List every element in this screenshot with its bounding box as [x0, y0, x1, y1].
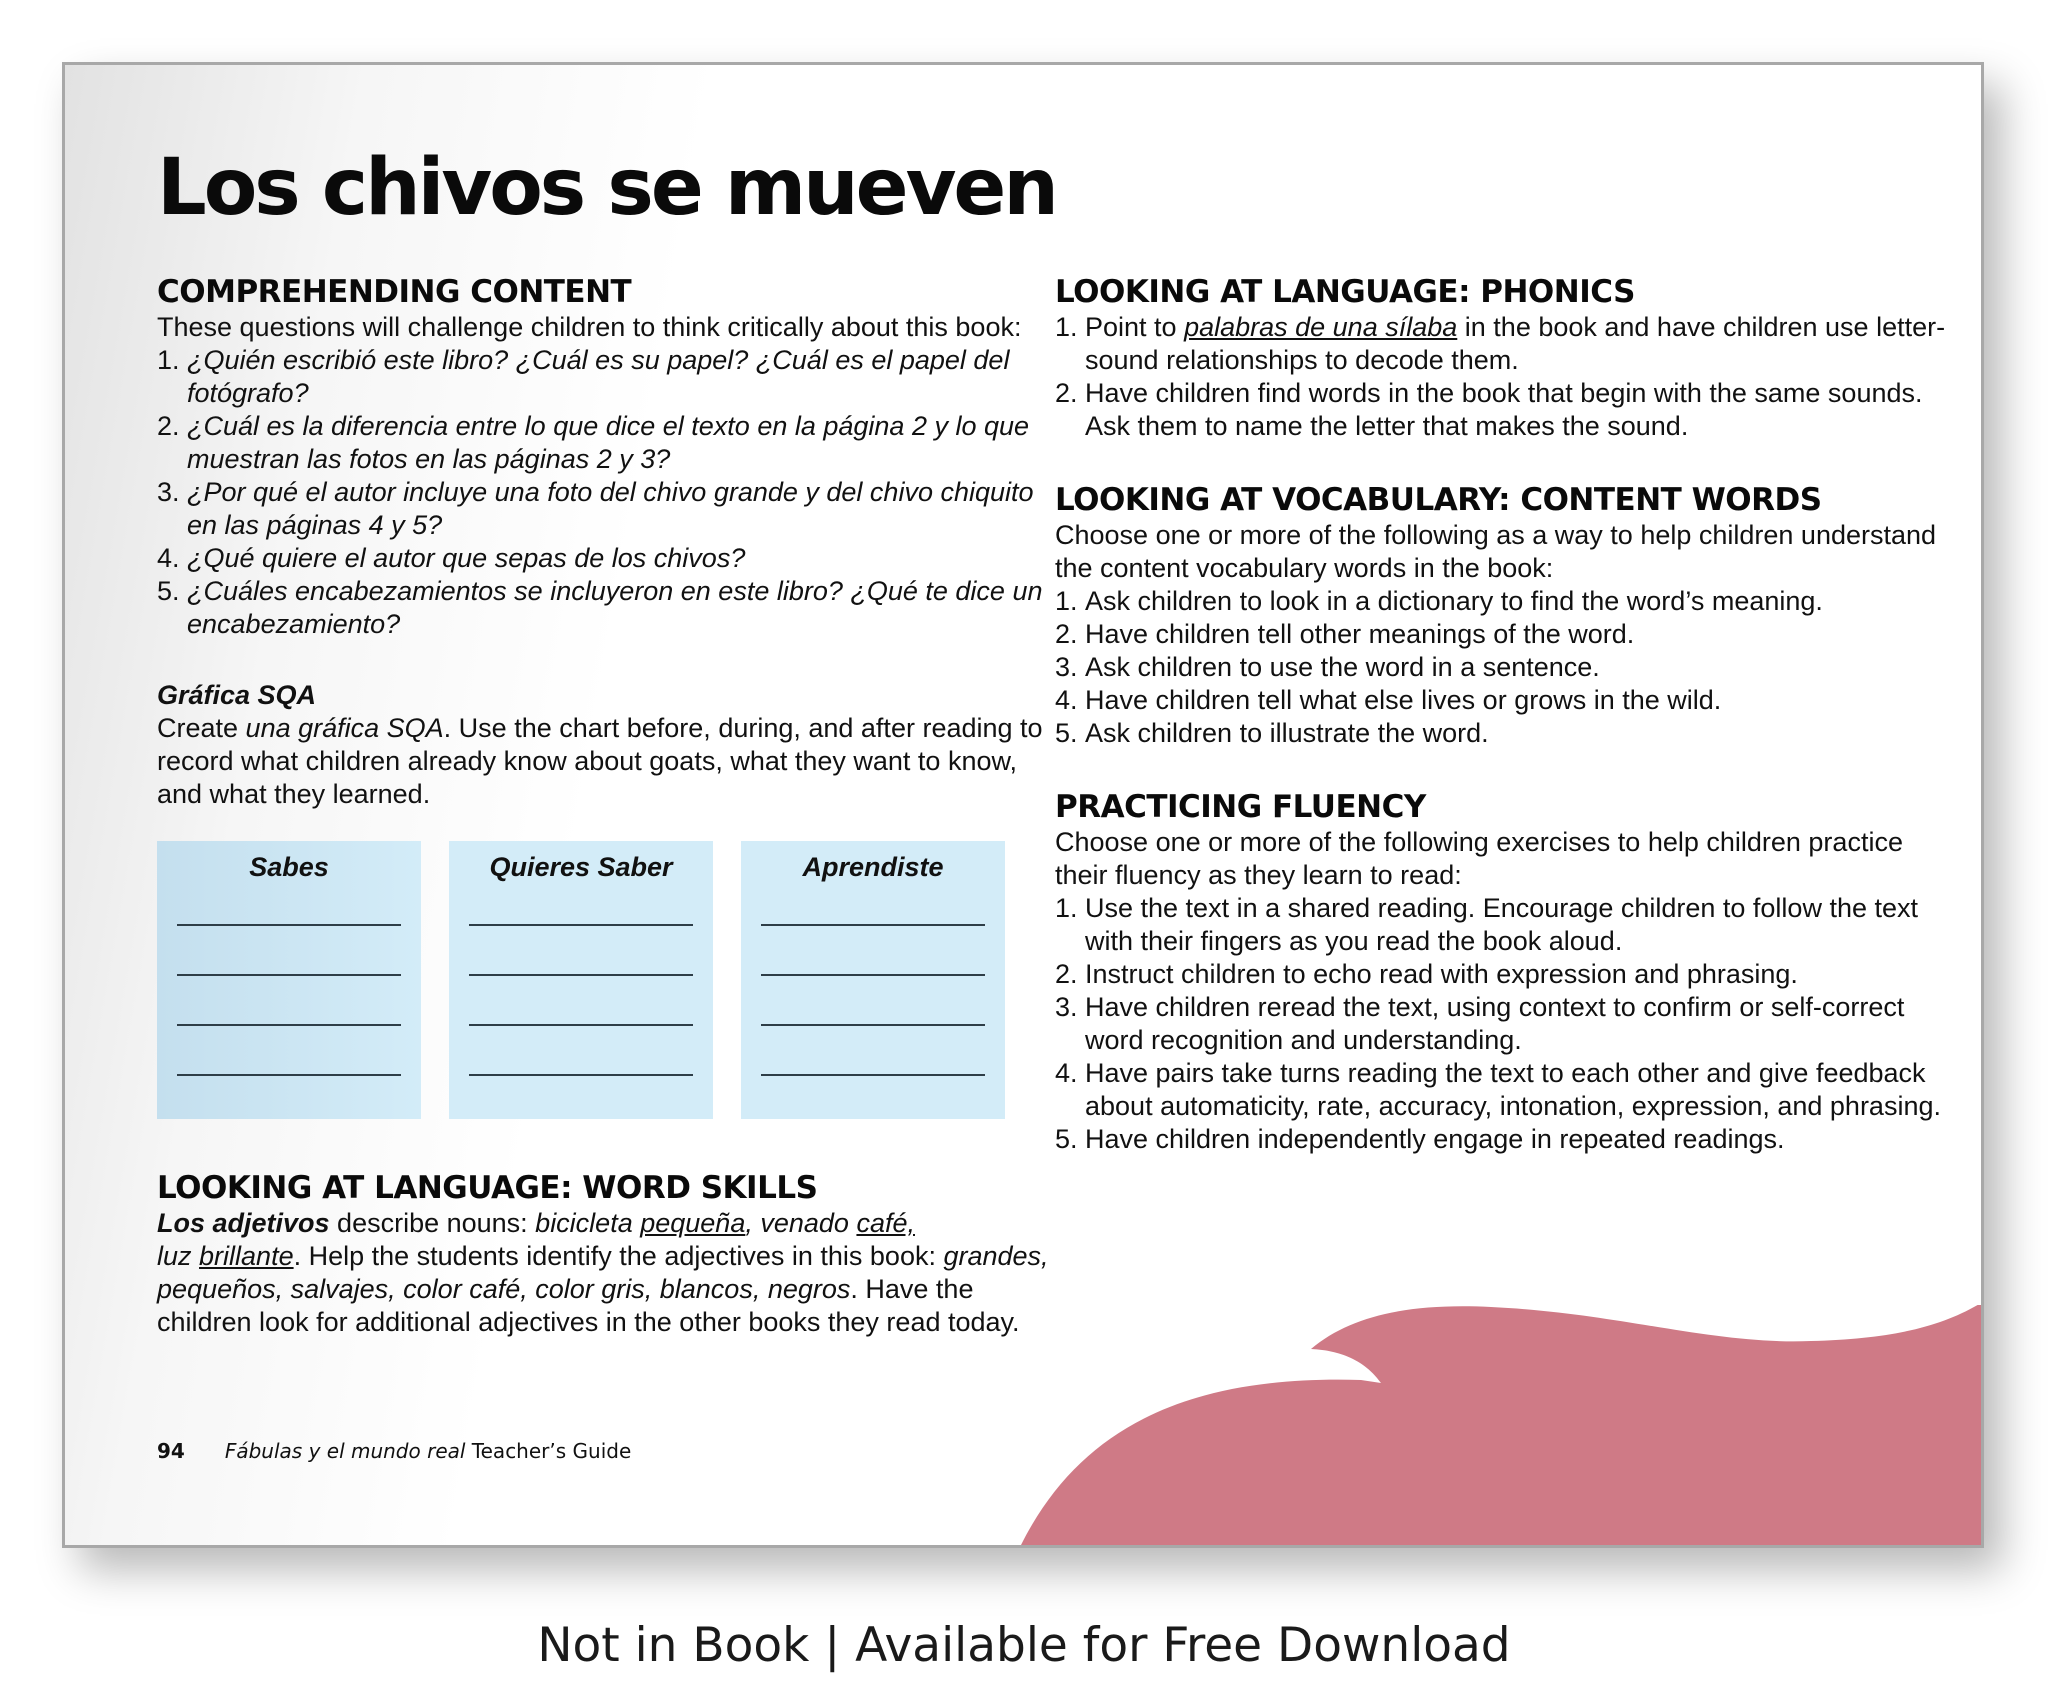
item-number: 1. — [157, 345, 180, 375]
item-number: 2. — [157, 411, 180, 441]
spacer — [1055, 750, 1955, 788]
question-list — [157, 344, 1057, 641]
question-text: ¿Cuál es la diferencia entre lo que dice el texto en la página 2 y lo que muestran las fotos en las páginas 2 y 3? — [187, 411, 1030, 474]
vocabulary-list — [1055, 585, 1955, 750]
item-number: 2. — [1055, 378, 1078, 408]
item-text: Have pairs take turns reading the text to each other and give feedback about automaticity, rate, accuracy, intonation, expression, and phrasing. — [1085, 1058, 1941, 1121]
sqa-column-quieres-saber — [449, 841, 713, 1119]
question-text: ¿Por qué el autor incluye una foto del chivo grande y del chivo chiquito en las páginas 4 y 5? — [187, 477, 1034, 540]
item-number: 4. — [157, 543, 180, 573]
spacer — [157, 641, 1057, 679]
item-text: Have children tell what else lives or grows in the wild. — [1085, 685, 1722, 715]
writing-line — [469, 1024, 693, 1026]
guide-page — [62, 62, 1984, 1548]
section-heading: LOOKING AT VOCABULARY: CONTENT WORDS — [1055, 482, 1822, 518]
item-text: Ask children to use the word in a sentence. — [1085, 652, 1600, 682]
writing-line — [177, 974, 401, 976]
section-heading: LOOKING AT LANGUAGE: PHONICS — [1055, 274, 1635, 310]
item-text: Have children independently engage in repeated readings. — [1085, 1124, 1785, 1154]
text-run: . Help the students identify the adjectives in this book: — [293, 1241, 944, 1271]
grafica-section — [157, 679, 1057, 1119]
list-item — [1055, 651, 1955, 684]
text-run: describe nouns: — [329, 1208, 536, 1238]
item-text: Ask children to illustrate the word. — [1085, 718, 1489, 748]
grafica-text — [157, 712, 1057, 811]
item-number: 1. — [1055, 312, 1078, 342]
item-number: 5. — [1055, 1124, 1078, 1154]
writing-line — [177, 924, 401, 926]
item-number: 5. — [157, 576, 180, 606]
list-item — [1055, 311, 1955, 377]
comprehending-section — [157, 273, 1057, 641]
sqa-column-sabes — [157, 841, 421, 1119]
list-item — [157, 575, 1057, 641]
fluency-list — [1055, 892, 1955, 1156]
writing-line — [761, 924, 985, 926]
section-heading: COMPREHENDING CONTENT — [157, 274, 632, 310]
text-run: . Have the children look for additional adjectives in the other books they read today. — [157, 1274, 1020, 1337]
example-adjective: café, — [856, 1208, 915, 1238]
sqa-column-aprendiste — [741, 841, 1005, 1119]
word-skills-text — [157, 1207, 1057, 1339]
section-intro: Choose one or more of the following exercises to help children practice their fluency as they learn to read: — [1055, 827, 1903, 890]
page-title: Los chivos se mueven — [157, 143, 1056, 233]
word-skills-section — [157, 1169, 1057, 1339]
list-item — [1055, 717, 1955, 750]
phonics-section — [1055, 273, 1955, 443]
subsection-heading: Gráfica SQA — [157, 680, 317, 710]
right-column — [1055, 273, 1955, 1156]
writing-line — [469, 924, 693, 926]
item-number: 4. — [1055, 1058, 1078, 1088]
section-intro: Choose one or more of the following as a way to help children understand the content vocabulary words in the book: — [1055, 520, 1937, 583]
text-run: Point to — [1085, 312, 1185, 342]
term: palabras de una sílaba — [1184, 312, 1458, 342]
sqa-column-header: Sabes — [249, 852, 329, 882]
download-banner: Not in Book | Available for Free Download — [537, 1618, 1511, 1673]
adjective-list: grandes, pequeños, salvajes, color café, color gris, blancos, negros — [157, 1241, 1049, 1304]
writing-line — [177, 1024, 401, 1026]
spacer — [1055, 443, 1955, 481]
vocabulary-section — [1055, 481, 1955, 750]
left-column — [157, 273, 1057, 1339]
item-text: Instruct children to echo read with expression and phrasing. — [1085, 959, 1798, 989]
page-footer — [157, 1439, 631, 1463]
question-text: ¿Qué quiere el autor que sepas de los chivos? — [187, 543, 746, 573]
list-item — [1055, 1123, 1955, 1156]
writing-line — [469, 974, 693, 976]
example-noun: bicicleta — [535, 1208, 641, 1238]
writing-line — [177, 1074, 401, 1076]
example-noun: , venado — [745, 1208, 857, 1238]
question-text: ¿Cuáles encabezamientos se incluyeron en este libro? ¿Qué te dice un encabezamiento? — [187, 576, 1043, 639]
list-item — [1055, 618, 1955, 651]
phonics-list — [1055, 311, 1955, 443]
sqa-column-header: Quieres Saber — [489, 852, 673, 882]
text-run-italic: una gráfica SQA — [245, 713, 444, 743]
example-adjective: pequeña — [640, 1208, 746, 1238]
item-text: Have children tell other meanings of the word. — [1085, 619, 1635, 649]
item-number: 2. — [1055, 959, 1078, 989]
item-number: 1. — [1055, 893, 1078, 923]
list-item — [1055, 892, 1955, 958]
item-text: Have children find words in the book that begin with the same sounds. Ask them to name the letter that makes the sound. — [1085, 378, 1923, 441]
section-heading: PRACTICING FLUENCY — [1055, 789, 1426, 825]
list-item — [1055, 377, 1955, 443]
list-item — [1055, 585, 1955, 618]
item-text: Ask children to look in a dictionary to find the word’s meaning. — [1085, 586, 1823, 616]
item-number: 1. — [1055, 586, 1078, 616]
item-number: 3. — [1055, 652, 1078, 682]
decorative-wave — [1021, 1305, 1981, 1545]
writing-line — [761, 974, 985, 976]
list-item — [1055, 991, 1955, 1057]
text-run: in the book and have children use letter-sound relationships to decode them. — [1085, 312, 1946, 375]
item-text: Use the text in a shared reading. Encourage children to follow the text with their fingers as you read the book aloud. — [1085, 893, 1918, 956]
guide-label: Teacher’s Guide — [465, 1439, 632, 1463]
bold-term: Los adjetivos — [157, 1208, 330, 1238]
text-run: . Use the chart before, during, and after reading to record what children already know about goats, what they want to know, and what they learned. — [157, 713, 1043, 809]
list-item — [157, 542, 1057, 575]
section-intro: These questions will challenge children to think critically about this book: — [157, 312, 1022, 342]
sqa-column-header: Aprendiste — [802, 852, 944, 882]
page-number: 94 — [157, 1439, 185, 1463]
list-item — [157, 344, 1057, 410]
book-title: Fábulas y el mundo real — [224, 1439, 466, 1463]
text-run: Create — [157, 713, 246, 743]
list-item — [1055, 1057, 1955, 1123]
example-noun: luz — [157, 1241, 200, 1271]
writing-line — [761, 1074, 985, 1076]
example-adjective: brillante — [199, 1241, 294, 1271]
writing-line — [761, 1024, 985, 1026]
list-item — [1055, 958, 1955, 991]
writing-line — [469, 1074, 693, 1076]
sqa-chart — [157, 841, 1057, 1119]
item-number: 5. — [1055, 718, 1078, 748]
question-text: ¿Quién escribió este libro? ¿Cuál es su papel? ¿Cuál es el papel del fotógrafo? — [187, 345, 1010, 408]
fluency-section — [1055, 788, 1955, 1156]
list-item — [157, 410, 1057, 476]
item-number: 3. — [157, 477, 180, 507]
item-number: 4. — [1055, 685, 1078, 715]
section-heading: LOOKING AT LANGUAGE: WORD SKILLS — [157, 1170, 818, 1206]
list-item — [1055, 684, 1955, 717]
item-text: Have children reread the text, using context to confirm or self-correct word recognition and understanding. — [1085, 992, 1905, 1055]
list-item — [157, 476, 1057, 542]
item-number: 3. — [1055, 992, 1078, 1022]
item-number: 2. — [1055, 619, 1078, 649]
